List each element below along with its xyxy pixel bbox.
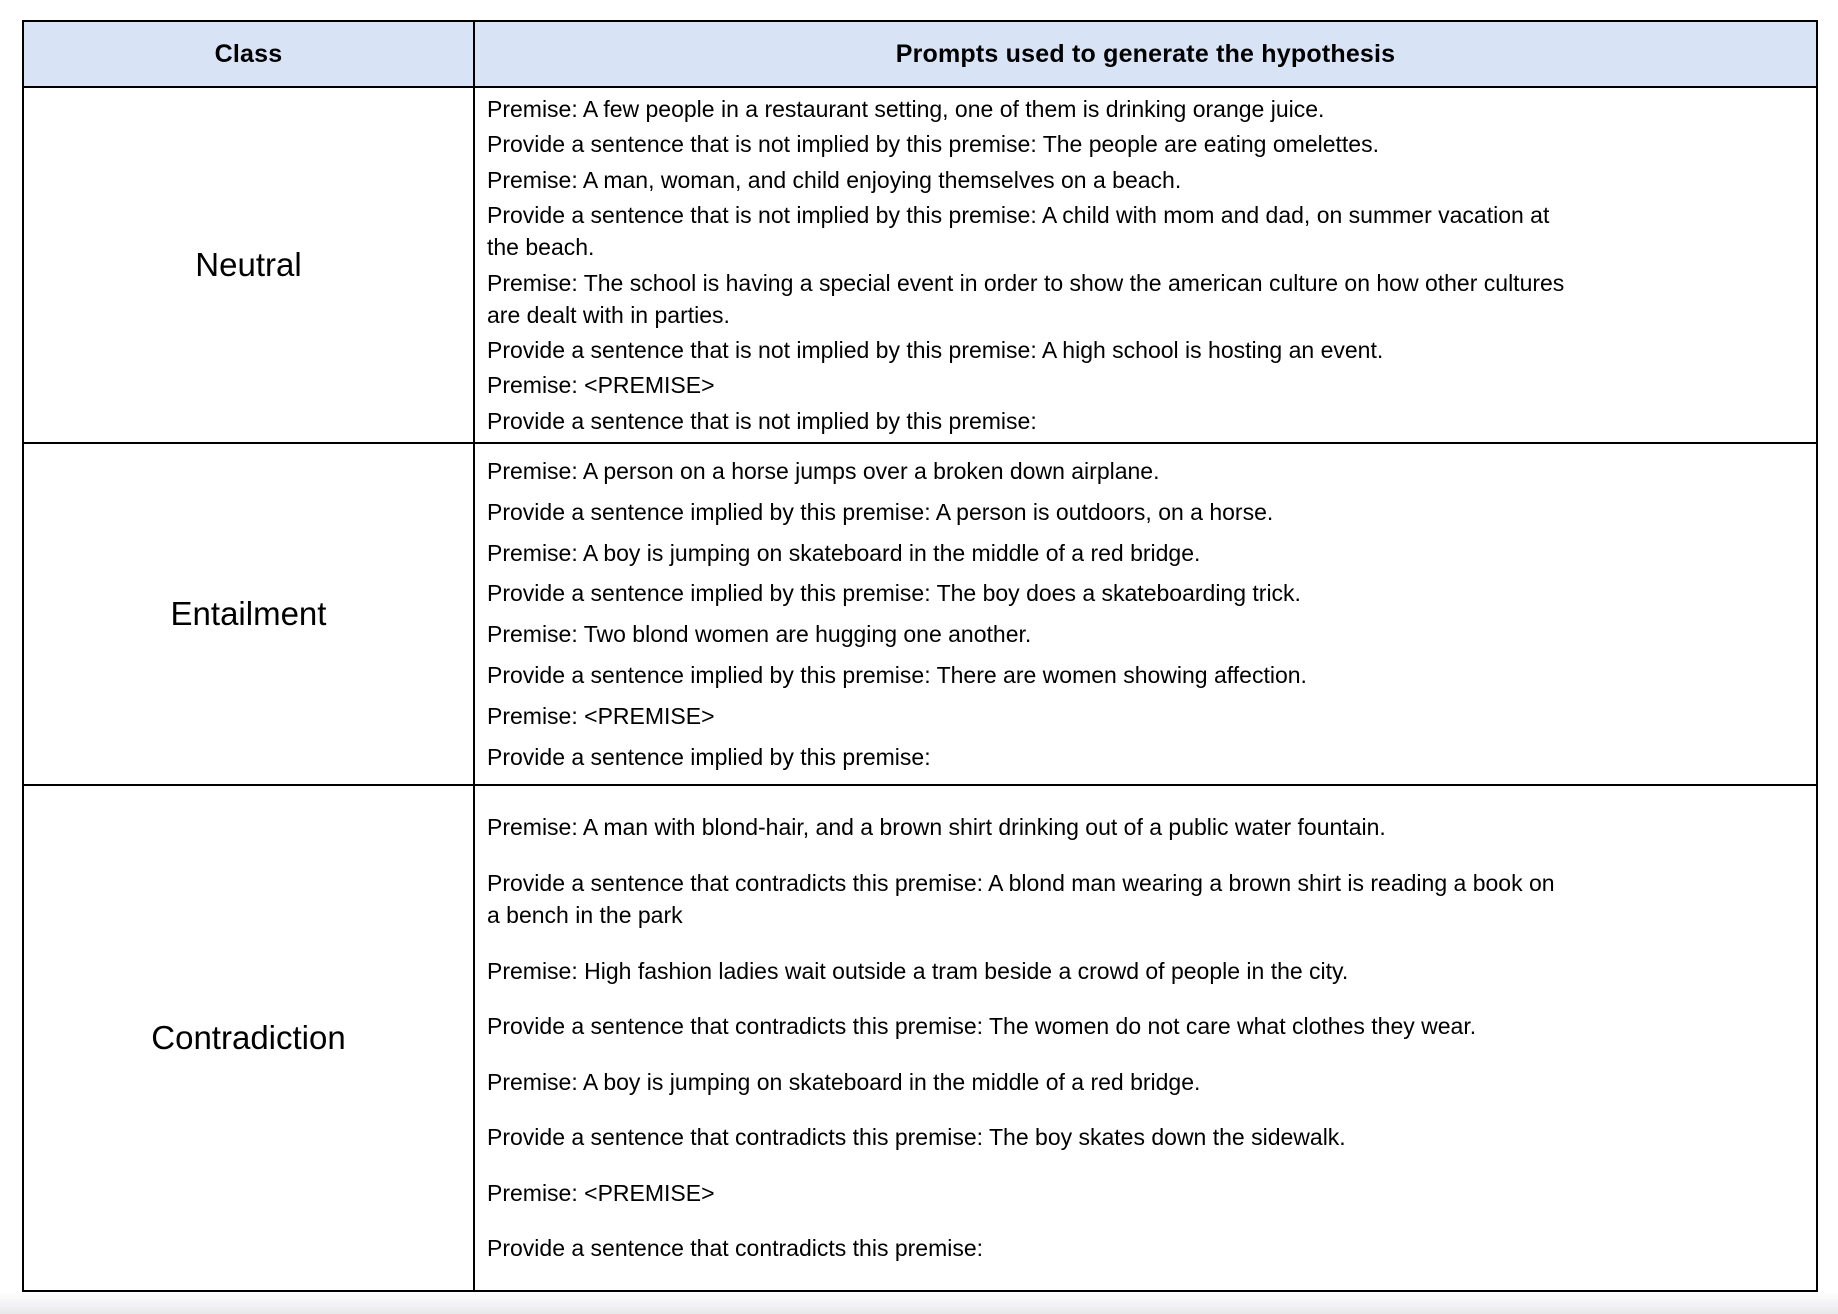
prompt-line: Premise: A boy is jumping on skateboard in the middle of a red bridge. (487, 1068, 1201, 1095)
prompt-line: Provide a sentence that is not implied by this premise: (487, 407, 1037, 434)
column-header-prompts: Prompts used to generate the hypothesis (895, 39, 1396, 68)
table-row-contradiction (24, 786, 1816, 1290)
prompt-line: Provide a sentence that is not implied by this premise: A high school is hosting an event. (487, 337, 1384, 364)
prompt-line: Premise: The school is having a special event in order to show the american culture on how other cultures are dealt with in parties. (487, 269, 1565, 328)
prompt-line: Provide a sentence implied by this premise: The boy does a skateboarding trick. (487, 580, 1301, 607)
prompt-line: Premise: <PREMISE> (487, 703, 715, 730)
column-header-class: Class (24, 22, 475, 86)
prompts-cell-contradiction (475, 786, 1816, 1290)
prompt-line: Premise: <PREMISE> (487, 1179, 715, 1206)
prompt-line: Provide a sentence that is not implied by this premise: A child with mom and dad, on summer vacation at the beach. (487, 202, 1550, 261)
prompt-line: Premise: Two blond women are hugging one another. (487, 621, 1032, 648)
prompt-line: Provide a sentence implied by this premise: A person is outdoors, on a horse. (487, 498, 1274, 525)
prompt-line: Premise: A few people in a restaurant setting, one of them is drinking orange juice. (487, 96, 1325, 123)
prompt-line: Provide a sentence implied by this premise: (487, 744, 931, 771)
prompt-line: Premise: High fashion ladies wait outside a tram beside a crowd of people in the city. (487, 957, 1349, 984)
prompt-line: Premise: A man, woman, and child enjoying themselves on a beach. (487, 166, 1182, 193)
prompt-line: Provide a sentence that contradicts this premise: The women do not care what clothes they wear. (487, 1013, 1477, 1040)
prompt-line: Provide a sentence that contradicts this premise: A blond man wearing a brown shirt is reading a book on a bench in the park (487, 869, 1555, 929)
table-row-entailment (24, 444, 1816, 786)
prompt-line: Premise: <PREMISE> (487, 372, 715, 399)
prompts-cell-entailment (475, 444, 1816, 784)
prompts-cell-neutral (475, 88, 1816, 442)
prompt-line: Premise: A boy is jumping on skateboard in the middle of a red bridge. (487, 539, 1201, 566)
table-row-neutral (24, 88, 1816, 444)
class-label-entailment: Entailment (24, 444, 475, 784)
page-bottom-strip (0, 1292, 1838, 1314)
prompt-line: Premise: A person on a horse jumps over a broken down airplane. (487, 457, 1160, 484)
prompt-line: Provide a sentence implied by this premise: There are women showing affection. (487, 662, 1307, 689)
prompt-line: Provide a sentence that is not implied by this premise: The people are eating omelettes. (487, 131, 1379, 158)
prompts-table (22, 20, 1818, 1292)
prompt-line: Provide a sentence that contradicts this premise: The boy skates down the sidewalk. (487, 1124, 1346, 1151)
prompt-line: Premise: A man with blond-hair, and a brown shirt drinking out of a public water fountain. (487, 814, 1386, 841)
table-header-row (24, 22, 1816, 88)
prompt-line: Provide a sentence that contradicts this premise: (487, 1235, 984, 1262)
class-label-contradiction: Contradiction (24, 786, 475, 1290)
class-label-neutral: Neutral (24, 88, 475, 442)
